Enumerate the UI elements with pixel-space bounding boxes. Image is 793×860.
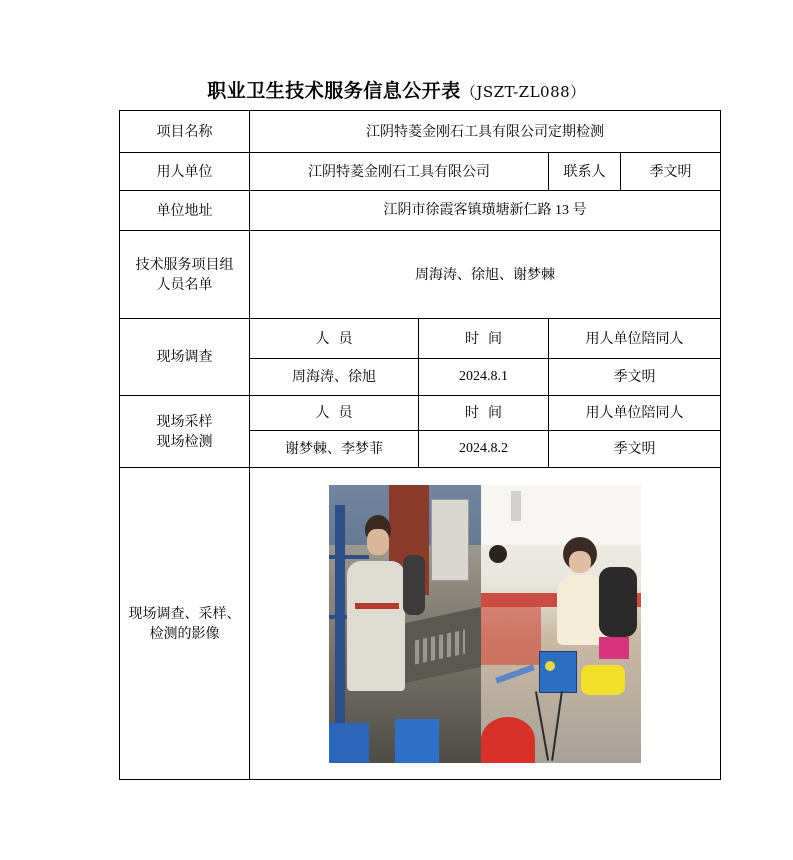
survey-time: 2024.8.1 (419, 359, 549, 396)
survey-people: 周海涛、徐旭 (250, 359, 419, 396)
project-label: 项目名称 (120, 111, 250, 153)
sampling-col-people: 人 员 (250, 396, 419, 431)
info-table (119, 110, 721, 780)
address-value: 江阴市徐霞客镇璜塘新仁路 13 号 (250, 191, 721, 231)
contact-label: 联系人 (549, 153, 621, 191)
sampling-col-time: 时 间 (419, 396, 549, 431)
images-label-line1: 现场调查、采样、 (128, 605, 241, 622)
address-label: 单位地址 (120, 191, 250, 231)
team-label-line1: 技术服务项目组 (135, 256, 234, 273)
row-survey-header (120, 319, 721, 359)
survey-col-time: 时 间 (419, 319, 549, 359)
row-team (120, 231, 721, 319)
sampling-label-line2: 现场检测 (156, 433, 213, 450)
form-code: （JSZT-ZL088） (460, 83, 586, 101)
sampling-time: 2024.8.2 (419, 431, 549, 468)
row-images (120, 468, 721, 780)
survey-col-escort: 用人单位陪同人 (549, 319, 721, 359)
row-address (120, 191, 721, 231)
sampling-people: 谢梦棘、李梦菲 (250, 431, 419, 468)
employer-label: 用人单位 (120, 153, 250, 191)
row-sampling-header (120, 396, 721, 431)
site-photo-sampling (481, 485, 641, 763)
row-employer (120, 153, 721, 191)
team-label (120, 231, 250, 319)
images-label-line2: 检测的影像 (149, 625, 220, 642)
form-title-main: 职业卫生技术服务信息公开表 (207, 80, 461, 102)
team-label-line2: 人员名单 (156, 276, 213, 293)
form-title (0, 76, 793, 103)
site-photo-survey (329, 485, 481, 763)
survey-col-people: 人 员 (250, 319, 419, 359)
employer-value: 江阴特菱金刚石工具有限公司 (250, 153, 549, 191)
survey-escort: 季文明 (549, 359, 721, 396)
sampling-escort: 季文明 (549, 431, 721, 468)
survey-label: 现场调查 (120, 319, 250, 396)
images-cell (250, 468, 721, 780)
project-value: 江阴特菱金刚石工具有限公司定期检测 (250, 111, 721, 153)
images-label (120, 468, 250, 780)
sampling-label (120, 396, 250, 468)
sampling-col-escort: 用人单位陪同人 (549, 396, 721, 431)
site-photos (329, 485, 641, 763)
sampling-label-line1: 现场采样 (156, 413, 213, 430)
team-value: 周海涛、徐旭、谢梦棘 (250, 231, 721, 319)
row-project (120, 111, 721, 153)
contact-value: 季文明 (621, 153, 721, 191)
